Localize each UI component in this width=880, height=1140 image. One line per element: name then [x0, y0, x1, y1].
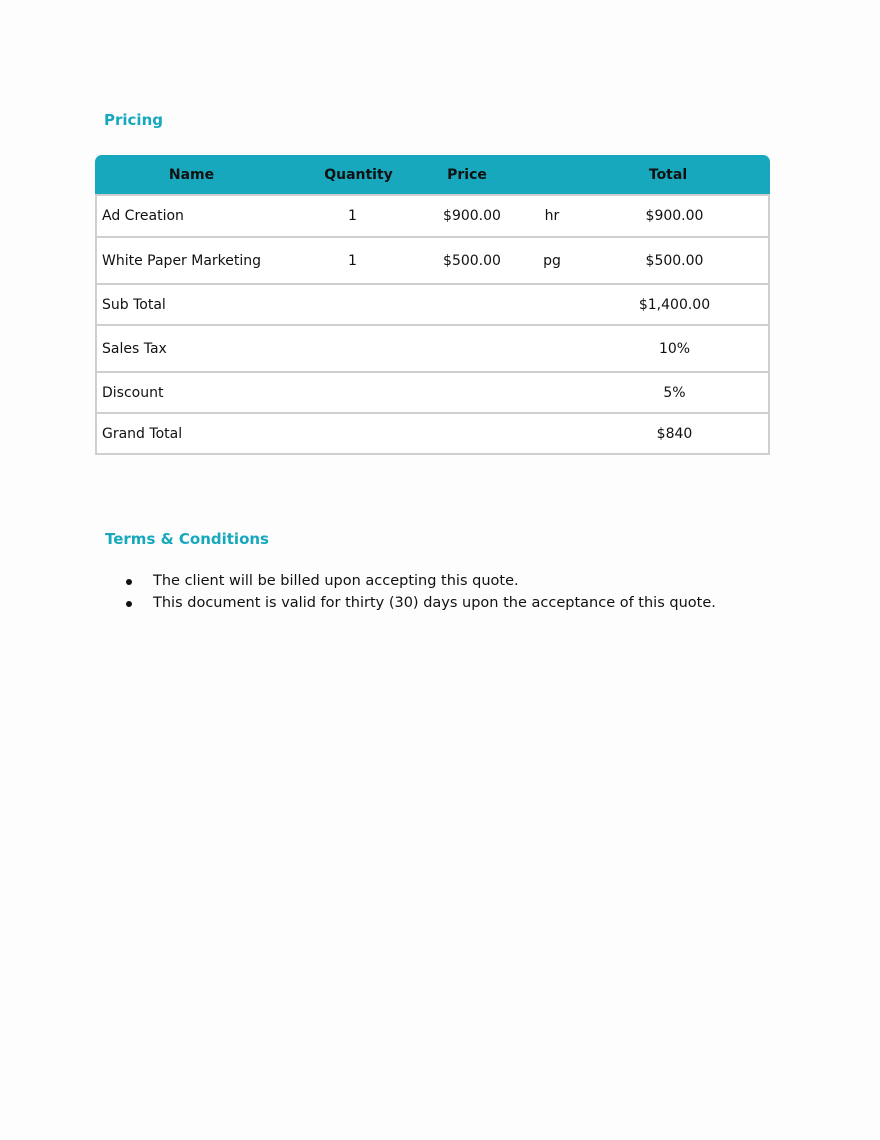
item-name: White Paper Marketing [102, 252, 262, 269]
table-row-item [97, 194, 768, 236]
summary-label: Grand Total [102, 425, 183, 442]
column-header-quantity: Quantity [324, 167, 393, 183]
bullet-icon [126, 579, 132, 585]
item-price: $500.00 [443, 252, 501, 269]
pricing-heading: Pricing [104, 111, 163, 129]
item-quantity: 1 [348, 252, 357, 269]
summary-label: Sales Tax [102, 340, 167, 357]
table-row-sales-tax [97, 324, 768, 371]
summary-label: Discount [102, 384, 164, 401]
item-total: $500.00 [645, 252, 704, 269]
table-row-discount [97, 371, 768, 412]
item-price: $900.00 [443, 208, 501, 224]
pricing-table-body [95, 194, 770, 455]
terms-list [120, 570, 716, 614]
summary-value: 5% [663, 384, 686, 401]
summary-value: $1,400.00 [638, 296, 711, 313]
pricing-table-header [95, 155, 770, 194]
summary-value: $840 [656, 425, 693, 442]
item-name: Ad Creation [102, 208, 184, 224]
term-text: This document is valid for thirty (30) days upon the acceptance of this quote. [153, 595, 716, 611]
list-item [120, 570, 716, 592]
summary-label: Sub Total [102, 296, 166, 313]
column-header-total: Total [648, 167, 688, 183]
column-header-name: Name [168, 167, 215, 183]
item-unit: hr [544, 208, 560, 224]
pricing-table [95, 155, 770, 455]
item-total: $900.00 [645, 208, 704, 224]
terms-heading: Terms & Conditions [105, 530, 269, 548]
item-quantity: 1 [348, 208, 357, 224]
table-row-subtotal [97, 283, 768, 324]
bullet-icon [126, 601, 132, 607]
table-row-grand-total [97, 412, 768, 453]
table-row-item [97, 236, 768, 283]
item-unit: pg [543, 252, 561, 269]
column-header-price: Price [447, 167, 487, 183]
list-item [120, 592, 716, 614]
term-text: The client will be billed upon accepting this quote. [153, 573, 519, 589]
summary-value: 10% [658, 340, 691, 357]
